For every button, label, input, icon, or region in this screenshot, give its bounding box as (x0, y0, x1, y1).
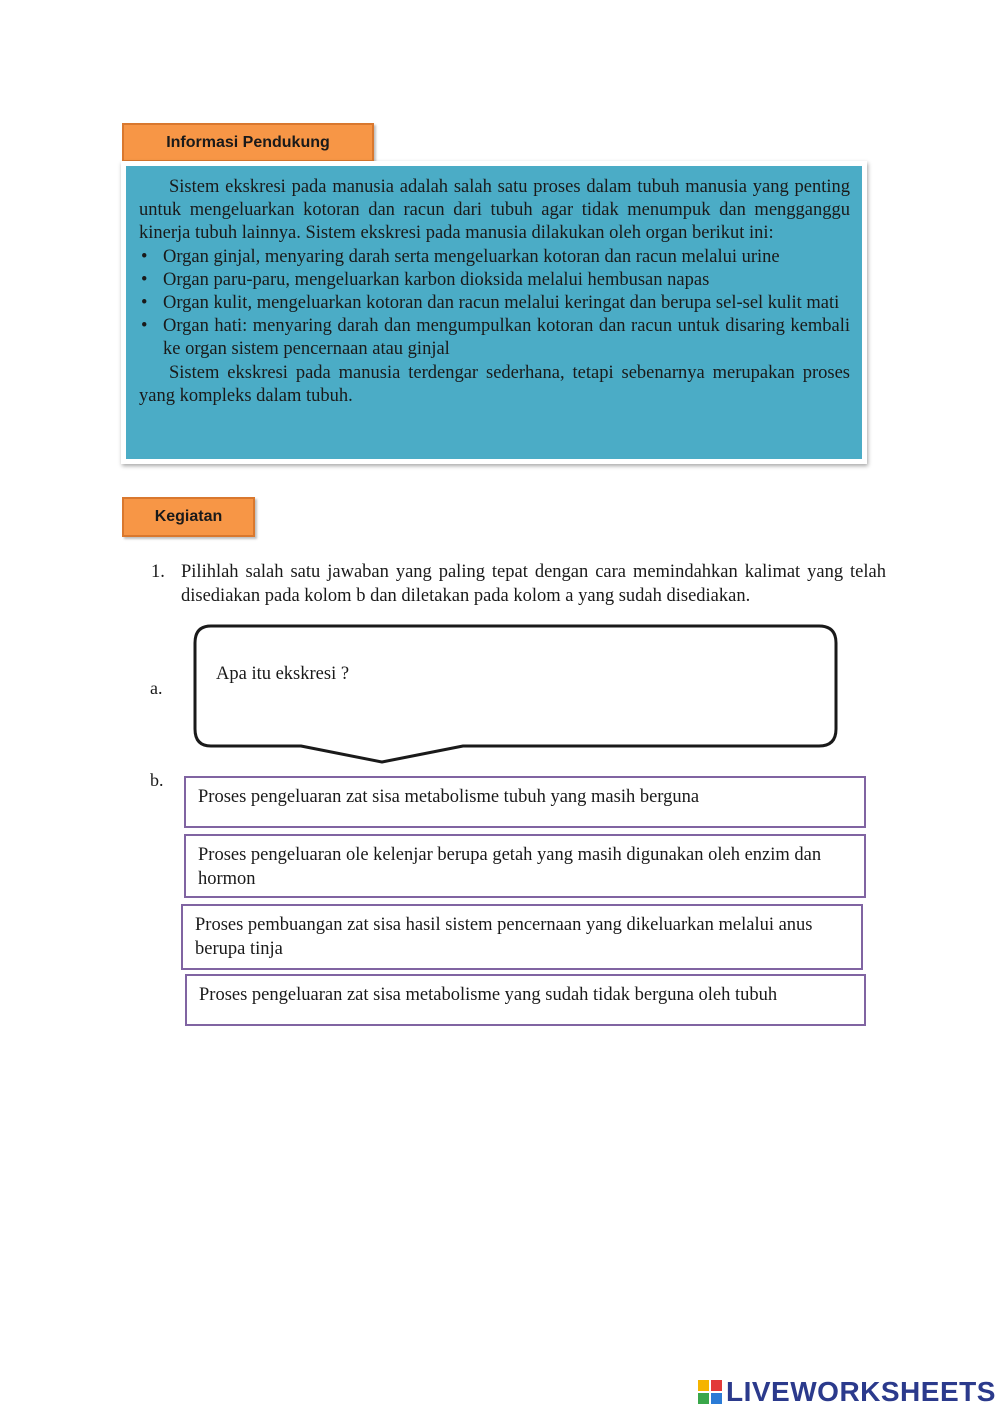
info-section-title: Informasi Pendukung (166, 133, 330, 151)
answer-drop-zone[interactable] (193, 624, 839, 766)
answer-option[interactable]: Proses pengeluaran zat sisa metabolisme tubuh yang masih berguna (184, 776, 866, 828)
activity-title: Kegiatan (154, 508, 223, 525)
callout-shape (193, 624, 839, 766)
answer-option[interactable]: Proses pengeluaran ole kelenjar berupa getah yang masih digunakan oleh enzim dan hormon (184, 834, 866, 898)
info-section-tag (122, 123, 374, 162)
list-item: • Organ kulit, mengeluarkan kotoran dan racun melalui keringat dan berupa sel-sel kulit mati (163, 292, 850, 315)
label-b: b. (150, 770, 164, 790)
question-1 (151, 561, 886, 608)
brand-name: LIVEWORKSHEETS (726, 1376, 996, 1407)
answer-option[interactable]: Proses pembuangan zat sisa hasil sistem pencernaan yang dikeluarkan melalui anus berupa tinja (181, 904, 863, 970)
list-item: • Organ ginjal, menyaring darah serta mengeluarkan kotoran dan racun melalui urine (163, 246, 850, 269)
info-closing: Sistem ekskresi pada manusia terdengar sederhana, tetapi sebenarnya merupakan proses yang kompleks dalam tubuh. (139, 362, 850, 406)
question-number: 1. (151, 562, 165, 582)
info-box (121, 161, 867, 464)
liveworksheets-logo-icon (697, 1379, 723, 1405)
list-item: • Organ paru-paru, mengeluarkan karbon dioksida melalui hembusan napas (163, 269, 850, 292)
question-text: Pilihlah salah satu jawaban yang paling tepat dengan cara memindahkan kalimat yang telah disediakan pada kolom b dan diletakan pada kolom a yang sudah disediakan. (181, 562, 886, 606)
callout-question: Apa itu ekskresi ? (216, 664, 350, 684)
answer-option[interactable]: Proses pengeluaran zat sisa metabolisme yang sudah tidak berguna oleh tubuh (185, 974, 866, 1026)
list-item: • Organ hati: menyaring darah dan mengumpulkan kotoran dan racun untuk disaring kembali ke organ sistem pencernaan atau ginjal (163, 315, 850, 361)
info-intro: Sistem ekskresi pada manusia adalah salah satu proses dalam tubuh manusia yang penting untuk mengeluarkan kotoran dan racun dari tubuh agar tidak menumpuk dan mengganggu kinerja tubuh lainnya. Sistem ekskresi pada manusia dilakukan oleh organ berikut ini: (139, 177, 850, 244)
activity-tag (122, 497, 255, 537)
label-a: a. (150, 678, 163, 698)
organ-list (139, 246, 850, 362)
footer-brand (697, 1376, 996, 1408)
